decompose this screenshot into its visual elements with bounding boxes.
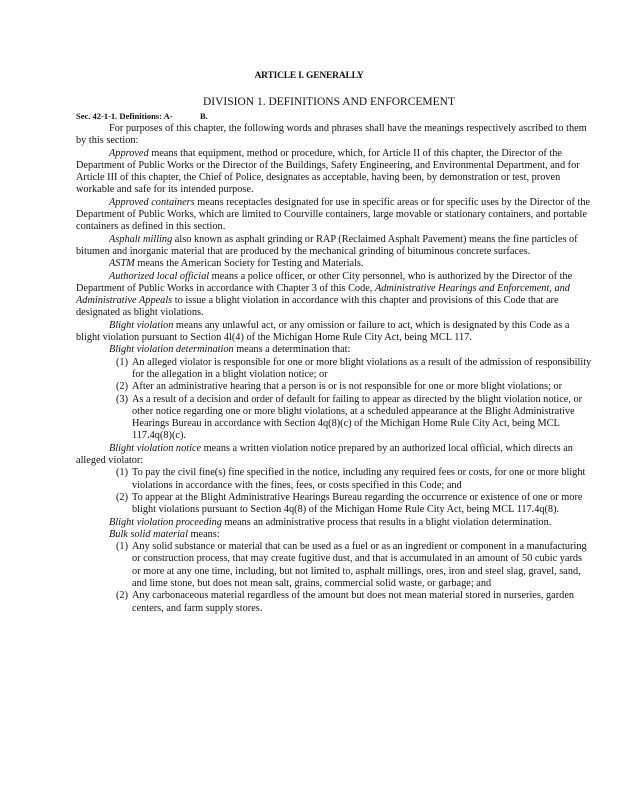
definition-bulk-solid-material [76, 529, 592, 541]
definition-term: Blight violation [109, 319, 174, 331]
list-item [76, 381, 592, 393]
division-heading: DIVISION 1. DEFINITIONS AND ENFORCEMENT [202, 96, 456, 108]
definition-reference-title: Administrative Hearings and Enforcement, and Administrative Appeals [76, 282, 570, 307]
list-item-text: After an administrative hearing that a person is or is not responsible for one or more blight violations; or [132, 381, 563, 393]
section-suffix: B. [200, 111, 208, 121]
definition-text: means the American Society for Testing and Materials. [134, 258, 364, 270]
definition-term: Approved [109, 147, 149, 159]
list-item [76, 357, 592, 382]
definition-blight-violation-notice [76, 443, 592, 468]
section-heading [76, 111, 376, 121]
list-item [76, 467, 592, 492]
list-item [76, 394, 592, 443]
definition-text: means a determination that: [233, 344, 351, 356]
definition-astm [76, 258, 592, 270]
list-item-number: (1) [116, 467, 129, 479]
definition-approved [76, 148, 592, 197]
list-item-text: To pay the civil fine(s) fine specified in the notice, including any required fees or costs, for one or more blight violations in accordance with the fines, fees, or costs specified in this Code; and [132, 467, 586, 491]
definition-text: means any unlawful act, or any omission or failure to act, which is designated by this Code as a blight violation pursuant to Section 4l(4) of the Michigan Home Rule City Act, being MCL 117. [76, 319, 570, 344]
article-heading: ARTICLE I. GENERALLY [254, 71, 364, 81]
definition-term: Approved containers [109, 196, 195, 208]
definition-text: means a written violation notice prepared by an authorized local official, which directs an alleged violator: [76, 442, 573, 467]
list-item-number: (2) [116, 491, 129, 503]
definition-term: Blight violation notice [109, 442, 202, 454]
list-item-number: (1) [116, 541, 129, 553]
definition-term: Asphalt milling [109, 233, 173, 245]
list-item [76, 492, 592, 517]
list-item-number: (2) [116, 381, 129, 393]
definition-term: ASTM [109, 258, 135, 270]
definition-text: means that equipment, method or procedure, which, for Article II of this chapter, the Director of the Department of Public Works or the Director of the Buildings, Safety Engineering, and Environmental Department, and for Article III of this chapter, the Chief of Police, designates as acceptable, having been, by demonstration or test, proven workable and safe for its intended purpose. [76, 147, 580, 196]
definition-text: also known as asphalt grinding or RAP (Reclaimed Asphalt Pavement) means the fine particles of bitumen and inorganic material that are produced by the mechanical grinding of bituminous concrete surfaces. [76, 233, 578, 257]
definition-blight-violation-determination [76, 344, 592, 356]
list-item [76, 590, 592, 615]
list-item-number: (1) [116, 356, 129, 368]
list-item-number: (3) [116, 393, 129, 405]
list-item-text: To appear at the Blight Administrative Hearings Bureau regarding the occurrence or existence of one or more blight violations pursuant to Section 4q(8) of the Michigan Home Rule City Act, being MCL 117.4q(8). [132, 491, 583, 516]
definitions-body [76, 123, 592, 615]
definition-term: Authorized local official [109, 270, 210, 282]
definition-text-continued: to issue a blight violation in accordance with this chapter and provisions of this Code that are designated as blight violations. [76, 295, 559, 319]
definition-blight-violation [76, 320, 592, 345]
list-item-text: An alleged violator is responsible for one or more blight violations as a result of the admission of responsibility for the allegation in a blight violation notice; or [132, 356, 592, 380]
list-item-text: Any carbonaceous material regardless of the amount but does not mean material stored in nurseries, garden centers, and farm supply stores. [132, 590, 575, 614]
definition-text: means: [187, 528, 220, 540]
definition-asphalt-milling [76, 234, 592, 259]
definition-text: means an administrative process that results in a blight violation determination. [221, 516, 552, 528]
definition-authorized-local-official [76, 271, 592, 320]
intro-paragraph: For purposes of this chapter, the following words and phrases shall have the meanings respectively ascribed to them by this section: [76, 123, 587, 147]
definition-term: Blight violation proceeding [109, 516, 222, 528]
definition-blight-violation-proceeding [76, 517, 592, 529]
definition-text: means receptacles designated for use in specific areas or for specific uses by the Director of the Department of Public Works, which are limited to Courville containers, large movable or stationary containers, and portable containers as defined in this section. [76, 196, 591, 233]
list-item-text: Any solid substance or material that can be used as a fuel or as an ingredient or component in a manufacturing or construction process, that may create fugitive dust, and that is accumulated in an amount of 50 cubic yards or more at any one time, including, but not limited to, asphalt millings, ores, iron and steel slag, gravel, sand, and lime stone, but does not mean salt, grains, commercial solid waste, or garbage; and [132, 541, 587, 589]
list-item-number: (2) [116, 590, 129, 602]
definition-text: means a police officer, or other City personnel, who is authorized by the Director of the Department of Public Works in accordance with Chapter 3 of this Code, [76, 270, 573, 294]
definition-term: Blight violation determination [109, 344, 234, 356]
definition-approved-containers [76, 197, 592, 234]
list-item-text: As a result of a decision and order of default for failing to appear as directed by the blight violation notice, or other notice regarding one or more blight violations, at a scheduled appearance at the Blight Administrative Hearings Bureau in accordance with Section 4q(8)(c) of the Michigan Home Rule City Act, being MCL 117.4q(8)(c). [132, 393, 583, 442]
section-label: Sec. 42-1-1. Definitions: A- [76, 111, 173, 121]
list-item [76, 541, 592, 590]
definition-term: Bulk solid material [109, 528, 188, 540]
